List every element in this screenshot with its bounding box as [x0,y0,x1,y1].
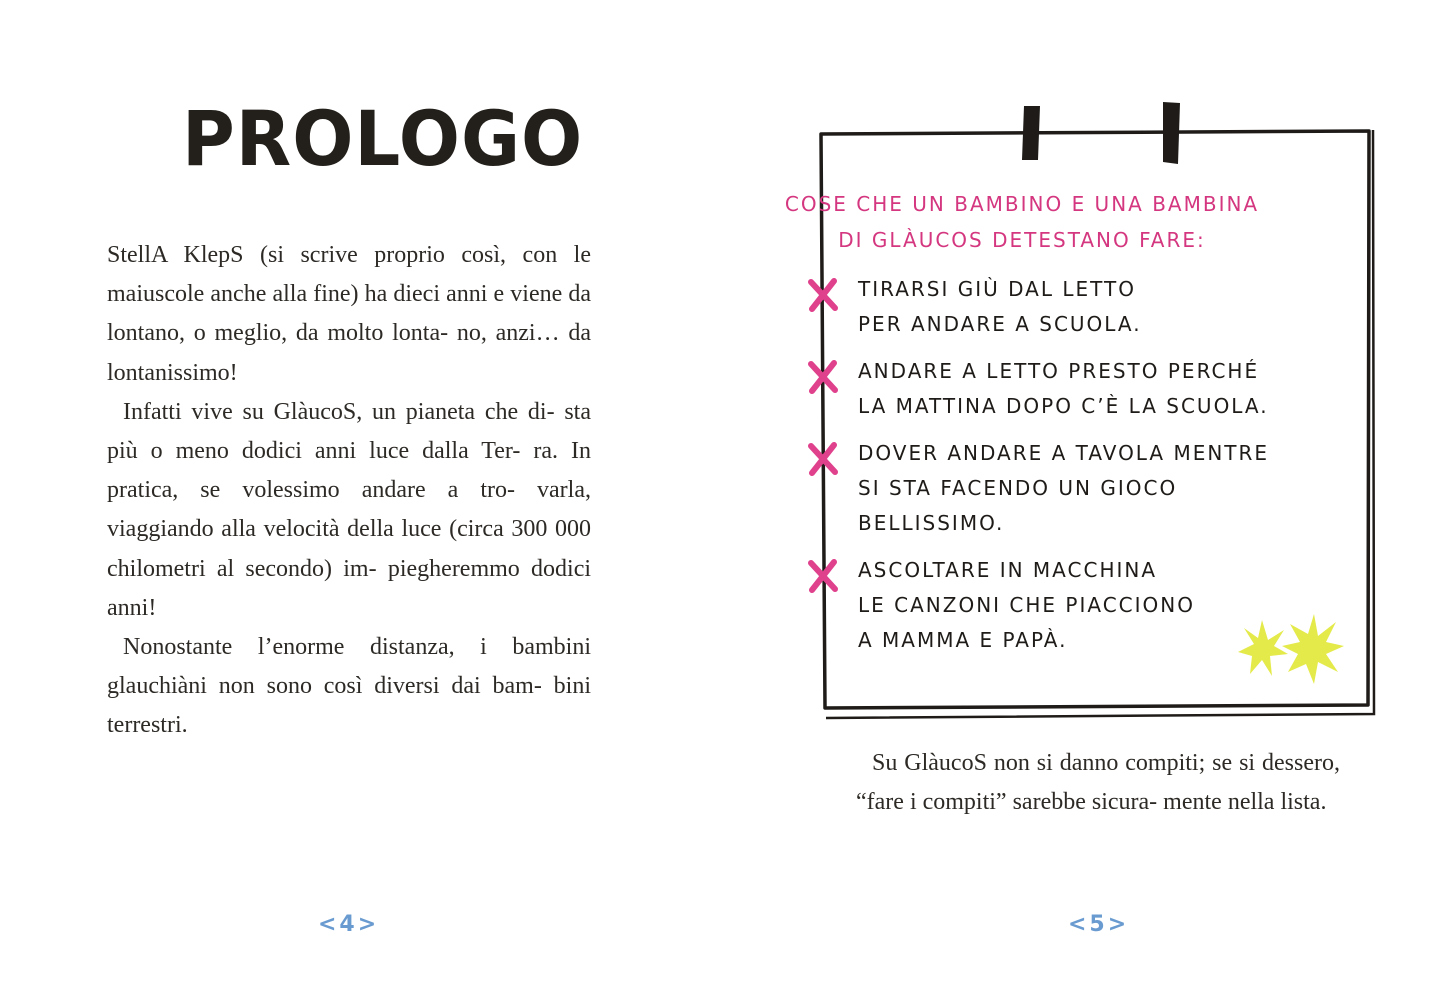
tape-icon [1163,102,1180,164]
text-line: (circa 300 000 chilometri al secondo) im- [107,516,592,582]
pink-x-icon [806,559,840,593]
text-line: Nonostante l’enorme distanza, i bambini [123,634,591,661]
text-line: sta più o meno dodici anni luce dalla Ter- [107,398,591,465]
body-text [107,236,591,746]
list-item-text [858,436,1298,541]
text-line: StellA KlepS (si scrive proprio così, con le [107,242,591,268]
list-item-line: LA MATTINA DOPO C’È LA SCUOLA. [858,394,1269,418]
pink-x-icon [806,278,840,312]
text-line: piegheremmo dodici anni! [107,555,592,621]
pink-x-icon [806,442,840,476]
list-item [858,272,1298,342]
left-page [0,0,722,1000]
list-item-line: A MAMMA E PAPÀ. [858,628,1068,652]
list-item-text [858,272,1298,342]
list-item-line: DOVER ANDARE A TAVOLA MENTRE [858,441,1270,465]
paragraph-2 [107,393,591,628]
card-heading-line: COSE CHE UN BAMBINO E UNA BAMBINA [784,192,1260,216]
text-line: Su GlàucoS non si danno compiti; se si [872,750,1256,776]
yellow-stars-icon [1236,612,1346,688]
list-item-line: ANDARE A LETTO PRESTO PERCHÉ [858,359,1260,383]
list-item-line: TIRARSI GIÙ DAL LETTO [858,277,1136,301]
list-item-text [858,553,1298,658]
text-line: viene da lontano, o meglio, da molto lonta- [107,281,592,347]
chapter-title: PROLOGO [182,94,584,184]
page-number: <5> [1068,912,1130,937]
text-line: no, anzi… da lontanissimo! [107,320,592,386]
closing-paragraph [856,744,1340,822]
text-line: varla, viaggiando alla velocità della luce [107,477,591,543]
text-line: maiuscole anche alla fine) ha dieci anni e [107,281,505,308]
paragraph-3 [107,628,591,746]
list-item [858,436,1298,541]
list-item-line: BELLISSIMO. [858,511,1005,535]
list-item-line: ASCOLTARE IN MACCHINA [858,558,1158,582]
page-number: <4> [318,912,380,937]
list-item-line: LE CANZONI CHE PIACCIONO [858,593,1195,617]
list-item-text [858,354,1298,424]
list-item-line: PER ANDARE A SCUOLA. [858,312,1142,336]
text-line: dessero, “fare i compiti” sarebbe sicura- [856,750,1340,816]
paragraph [856,744,1340,822]
card-heading-line: DI GLÀUCOS DETESTANO FARE: [838,228,1206,252]
text-line: bini terrestri. [107,673,592,739]
card-heading [772,186,1272,258]
list-item [858,553,1298,658]
list-item-line: SI STA FACENDO UN GIOCO [858,476,1178,500]
tape-icon [1022,106,1040,160]
text-line: mente nella lista. [1163,789,1327,816]
pink-x-icon [806,360,840,394]
list-item [858,354,1298,424]
paragraph-1 [107,236,591,393]
text-line: Infatti vive su GlàucoS, un pianeta che di- [123,398,555,425]
text-line: glauchiàni non sono così diversi dai bam- [107,673,542,700]
text-line: ra. In pratica, se volessimo andare a tro- [107,438,592,504]
right-page [722,0,1445,1000]
